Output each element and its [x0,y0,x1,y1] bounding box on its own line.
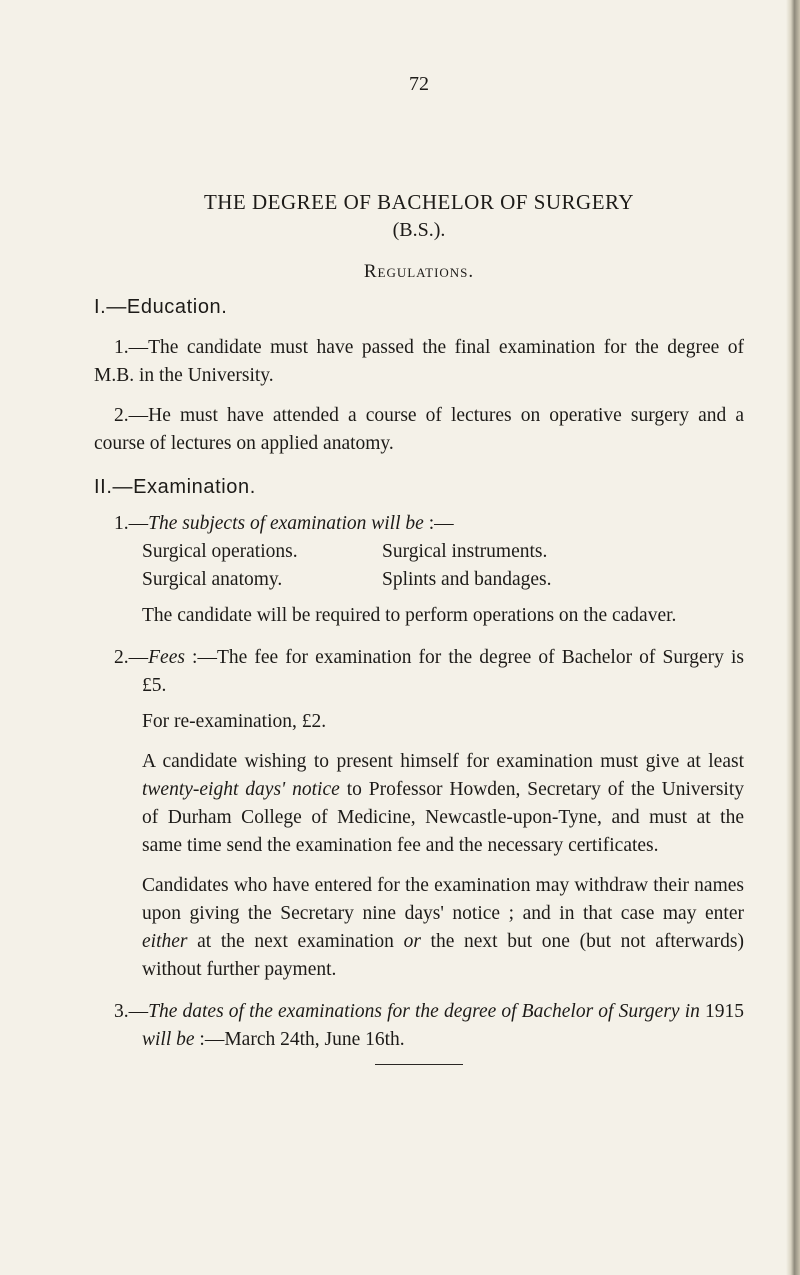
withdrawal-either: either [142,931,188,952]
subjects-label: The subjects of examination will be [148,513,424,534]
notice-paragraph [94,748,744,860]
cadaver-note: The candidate will be required to perform operations on the cadaver. [142,605,677,626]
withdrawal-text-rest: the next but one (but not afterwards) without further payment. [142,931,744,980]
notice-text: A candidate wishing to present himself for examination must give at least [142,751,744,772]
dates-year: 1915 [699,1001,744,1022]
notice-text-rest: to Professor Howden, Secretary of the University of Durham College of Medicine, Newcastle-upon-Tyne, and must at the same time send the examination fee and the necessary certificates. [142,779,745,856]
page-subtitle: (B.S.). [392,219,446,241]
fees-label: Fees [148,647,185,668]
notice-period: twenty-eight days' notice [142,779,340,800]
page-edge [786,0,800,1275]
subject-item: Surgical instruments. [382,541,548,562]
page-number: 72 [409,73,429,95]
withdrawal-text-mid: at the next examination [187,931,404,952]
subject-item: Surgical anatomy. [142,569,283,590]
subjects-list [94,538,744,594]
document-page [94,70,744,1065]
withdrawal-paragraph [94,872,744,984]
item-number: 2.— [114,647,149,668]
subject-item: Splints and bandages. [382,569,552,590]
examination-item-1 [94,510,744,538]
examination-item-2 [94,644,744,700]
item-number: 1.— [114,513,149,534]
closing-rule [375,1064,463,1065]
dates-label-end: will be [142,1029,195,1050]
subject-item: Surgical operations. [142,541,298,562]
withdrawal-or: or [403,931,421,952]
reexamination-fee: For re-examination, £2. [142,711,327,732]
withdrawal-text: Candidates who have entered for the examination may withdraw their names upon giving the Secretary nine days' notice ; and in that case may enter [142,875,744,924]
section-heading-examination: II.—Examination. [94,476,256,498]
item-number: 3.— [114,1001,149,1022]
section-heading-education: I.—Education. [94,296,228,318]
examination-item-3 [94,998,744,1054]
dates-label: The dates of the examinations for the degree of Bachelor of Surgery in [148,1001,700,1022]
fees-text: :—The fee for examination for the degree of Bachelor of Surgery is £5. [142,647,744,696]
regulations-heading: Regulations. [363,261,475,282]
dates-text: :—March 24th, June 16th. [194,1029,405,1050]
page-title: THE DEGREE OF BACHELOR OF SURGERY [203,190,635,214]
education-item-1: 1.—The candidate must have passed the final examination for the degree of M.B. in the University. [94,337,744,386]
subjects-label-suffix: :— [423,513,454,534]
education-item-2: 2.—He must have attended a course of lectures on operative surgery and a course of lectures on applied anatomy. [94,405,744,454]
